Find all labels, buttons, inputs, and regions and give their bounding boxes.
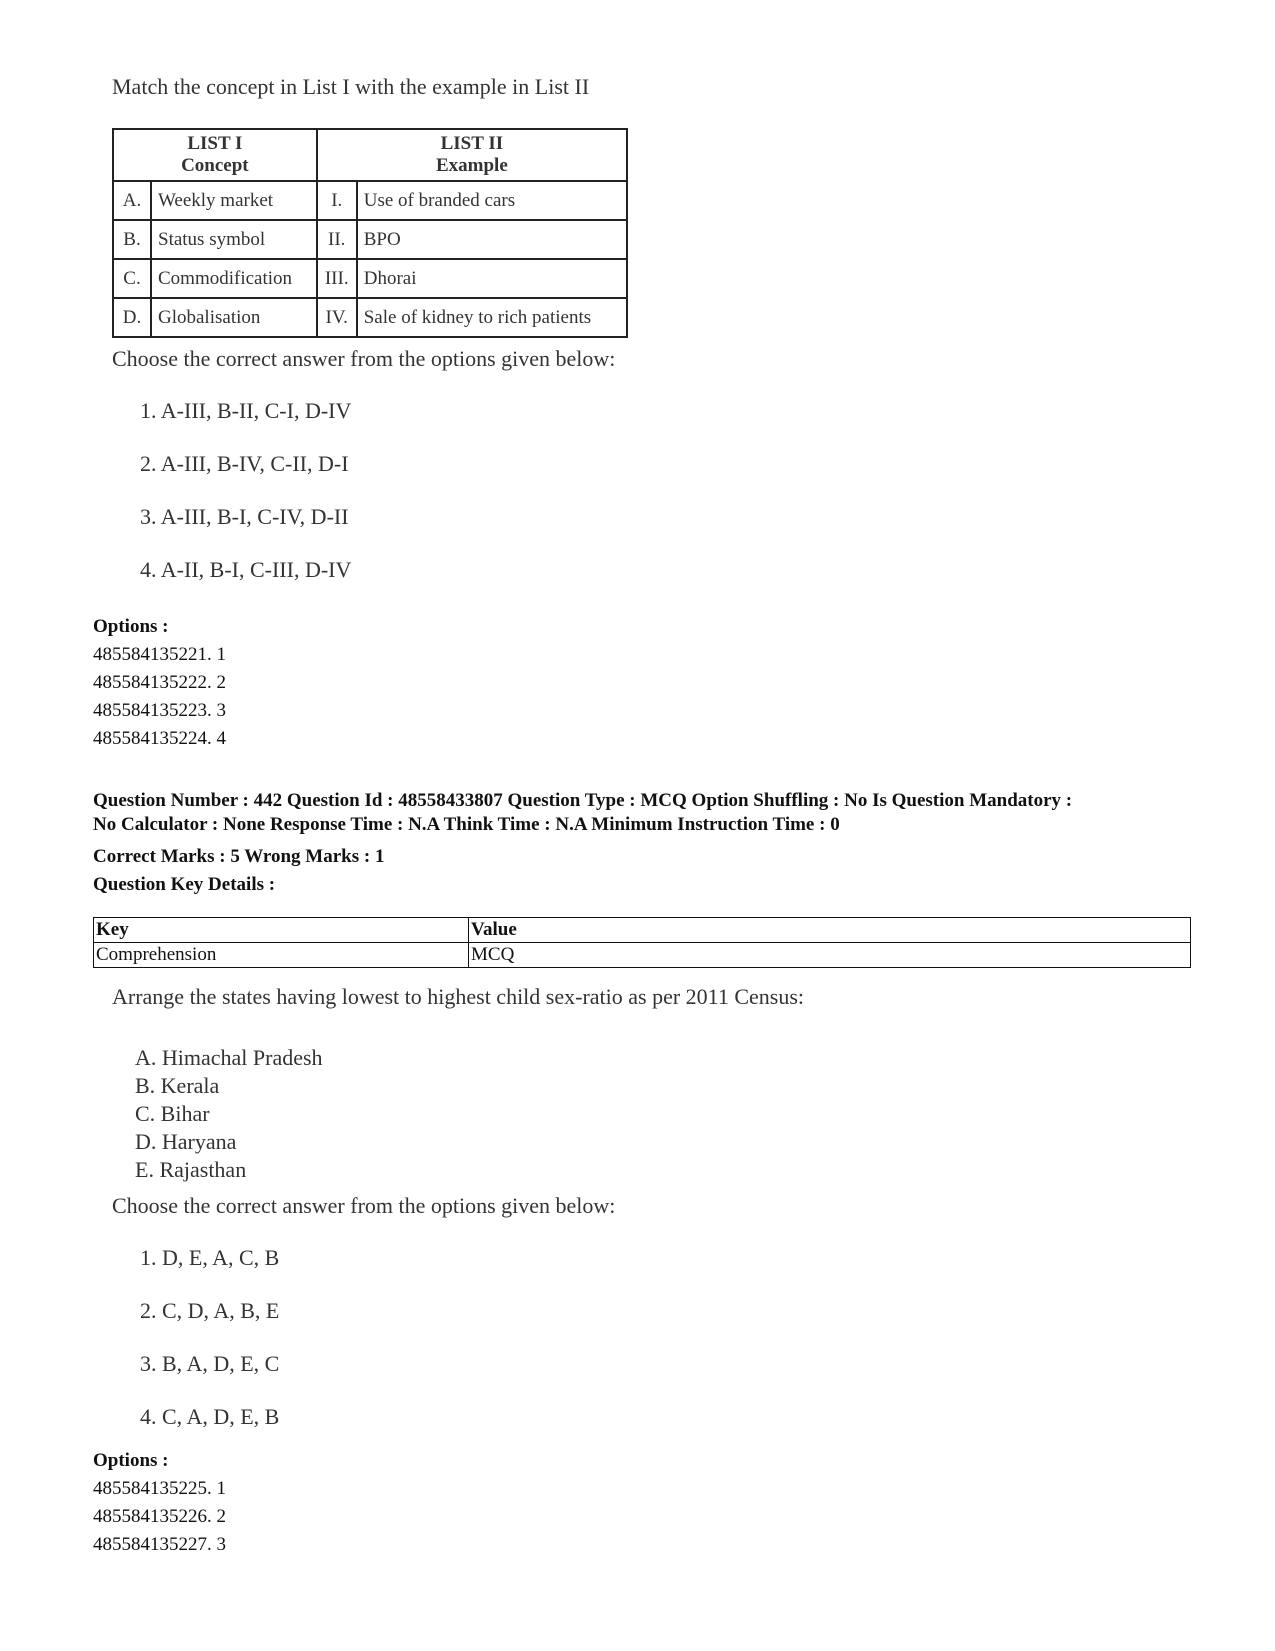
state-item: C. Bihar xyxy=(135,1101,210,1126)
state-item: A. Himachal Pradesh xyxy=(135,1045,323,1070)
key-table-header xyxy=(94,918,1191,943)
answer-choice: 3. A-III, B-I, C-IV, D-II xyxy=(140,504,349,529)
row-numeral: III. xyxy=(317,259,357,298)
row-label: D. xyxy=(113,298,151,337)
answer-choice: 2. C, D, A, B, E xyxy=(140,1298,280,1323)
options-label: Options : xyxy=(93,1450,169,1471)
option-id: 485584135227. 3 xyxy=(93,1534,226,1555)
question-2-choose-instruction: Choose the correct answer from the options given below: xyxy=(112,1193,616,1218)
option-id: 485584135221. 1 xyxy=(93,644,226,665)
state-item: E. Rajasthan xyxy=(135,1157,247,1182)
example-cell: Sale of kidney to rich patients xyxy=(357,298,627,337)
row-numeral: IV. xyxy=(317,298,357,337)
list-1-subtitle: Concept xyxy=(181,155,249,176)
question-2-marks: Correct Marks : 5 Wrong Marks : 1 xyxy=(93,846,385,867)
list-2-title: LIST II xyxy=(440,133,504,154)
key-header: Key xyxy=(94,918,469,943)
state-item: B. Kerala xyxy=(135,1073,220,1098)
key-cell: Comprehension xyxy=(94,943,469,968)
question-key-details-label: Question Key Details : xyxy=(93,874,276,895)
option-id: 485584135223. 3 xyxy=(93,700,226,721)
example-cell: BPO xyxy=(357,220,627,259)
options-label: Options : xyxy=(93,616,169,637)
answer-choice: 2. A-III, B-IV, C-II, D-I xyxy=(140,451,349,476)
state-item: D. Haryana xyxy=(135,1129,237,1154)
question-meta-line: Question Number : 442 Question Id : 48558433807 Question Type : MCQ Option Shuffling : No Is Question Mandatory : xyxy=(93,790,1073,811)
question-2-options xyxy=(93,1447,226,1559)
option-id: 485584135222. 2 xyxy=(93,672,226,693)
table-row xyxy=(113,181,627,220)
table-row xyxy=(113,298,627,337)
question-meta-line: No Calculator : None Response Time : N.A Think Time : N.A Minimum Instruction Time : 0 xyxy=(93,814,840,835)
list-1-header xyxy=(113,129,317,181)
concept-cell: Weekly market xyxy=(151,181,317,220)
answer-choice: 1. A-III, B-II, C-I, D-IV xyxy=(140,398,352,423)
row-numeral: II. xyxy=(317,220,357,259)
question-key-table xyxy=(93,917,1191,968)
example-cell: Use of branded cars xyxy=(357,181,627,220)
question-1-choose-instruction: Choose the correct answer from the options given below: xyxy=(112,346,616,371)
option-id: 485584135226. 2 xyxy=(93,1506,226,1527)
value-cell: MCQ xyxy=(469,943,1191,968)
concept-cell: Commodification xyxy=(151,259,317,298)
match-table-header xyxy=(113,129,627,181)
concept-cell: Globalisation xyxy=(151,298,317,337)
list-2-header xyxy=(317,129,627,181)
value-header: Value xyxy=(469,918,1191,943)
row-label: B. xyxy=(113,220,151,259)
answer-choice: 3. B, A, D, E, C xyxy=(140,1351,280,1376)
question-1-intro: Match the concept in List I with the example in List II xyxy=(112,74,590,99)
question-2-state-list xyxy=(135,1044,323,1184)
question-2-meta xyxy=(93,789,1072,837)
question-2-intro: Arrange the states having lowest to highest child sex-ratio as per 2011 Census: xyxy=(112,984,805,1009)
table-row xyxy=(113,220,627,259)
row-numeral: I. xyxy=(317,181,357,220)
option-id: 485584135224. 4 xyxy=(93,728,226,749)
question-1-answer-list xyxy=(140,398,351,610)
list-1-title: LIST I xyxy=(187,133,243,154)
question-1-options xyxy=(93,613,226,753)
list-2-subtitle: Example xyxy=(435,155,508,176)
row-label: C. xyxy=(113,259,151,298)
concept-cell: Status symbol xyxy=(151,220,317,259)
answer-choice: 4. A-II, B-I, C-III, D-IV xyxy=(140,557,352,582)
answer-choice: 1. D, E, A, C, B xyxy=(140,1245,280,1270)
table-row xyxy=(94,943,1191,968)
example-cell: Dhorai xyxy=(357,259,627,298)
option-id: 485584135225. 1 xyxy=(93,1478,226,1499)
question-2-answer-list xyxy=(140,1245,279,1457)
answer-choice: 4. C, A, D, E, B xyxy=(140,1404,280,1429)
row-label: A. xyxy=(113,181,151,220)
table-row xyxy=(113,259,627,298)
match-table xyxy=(112,128,628,338)
